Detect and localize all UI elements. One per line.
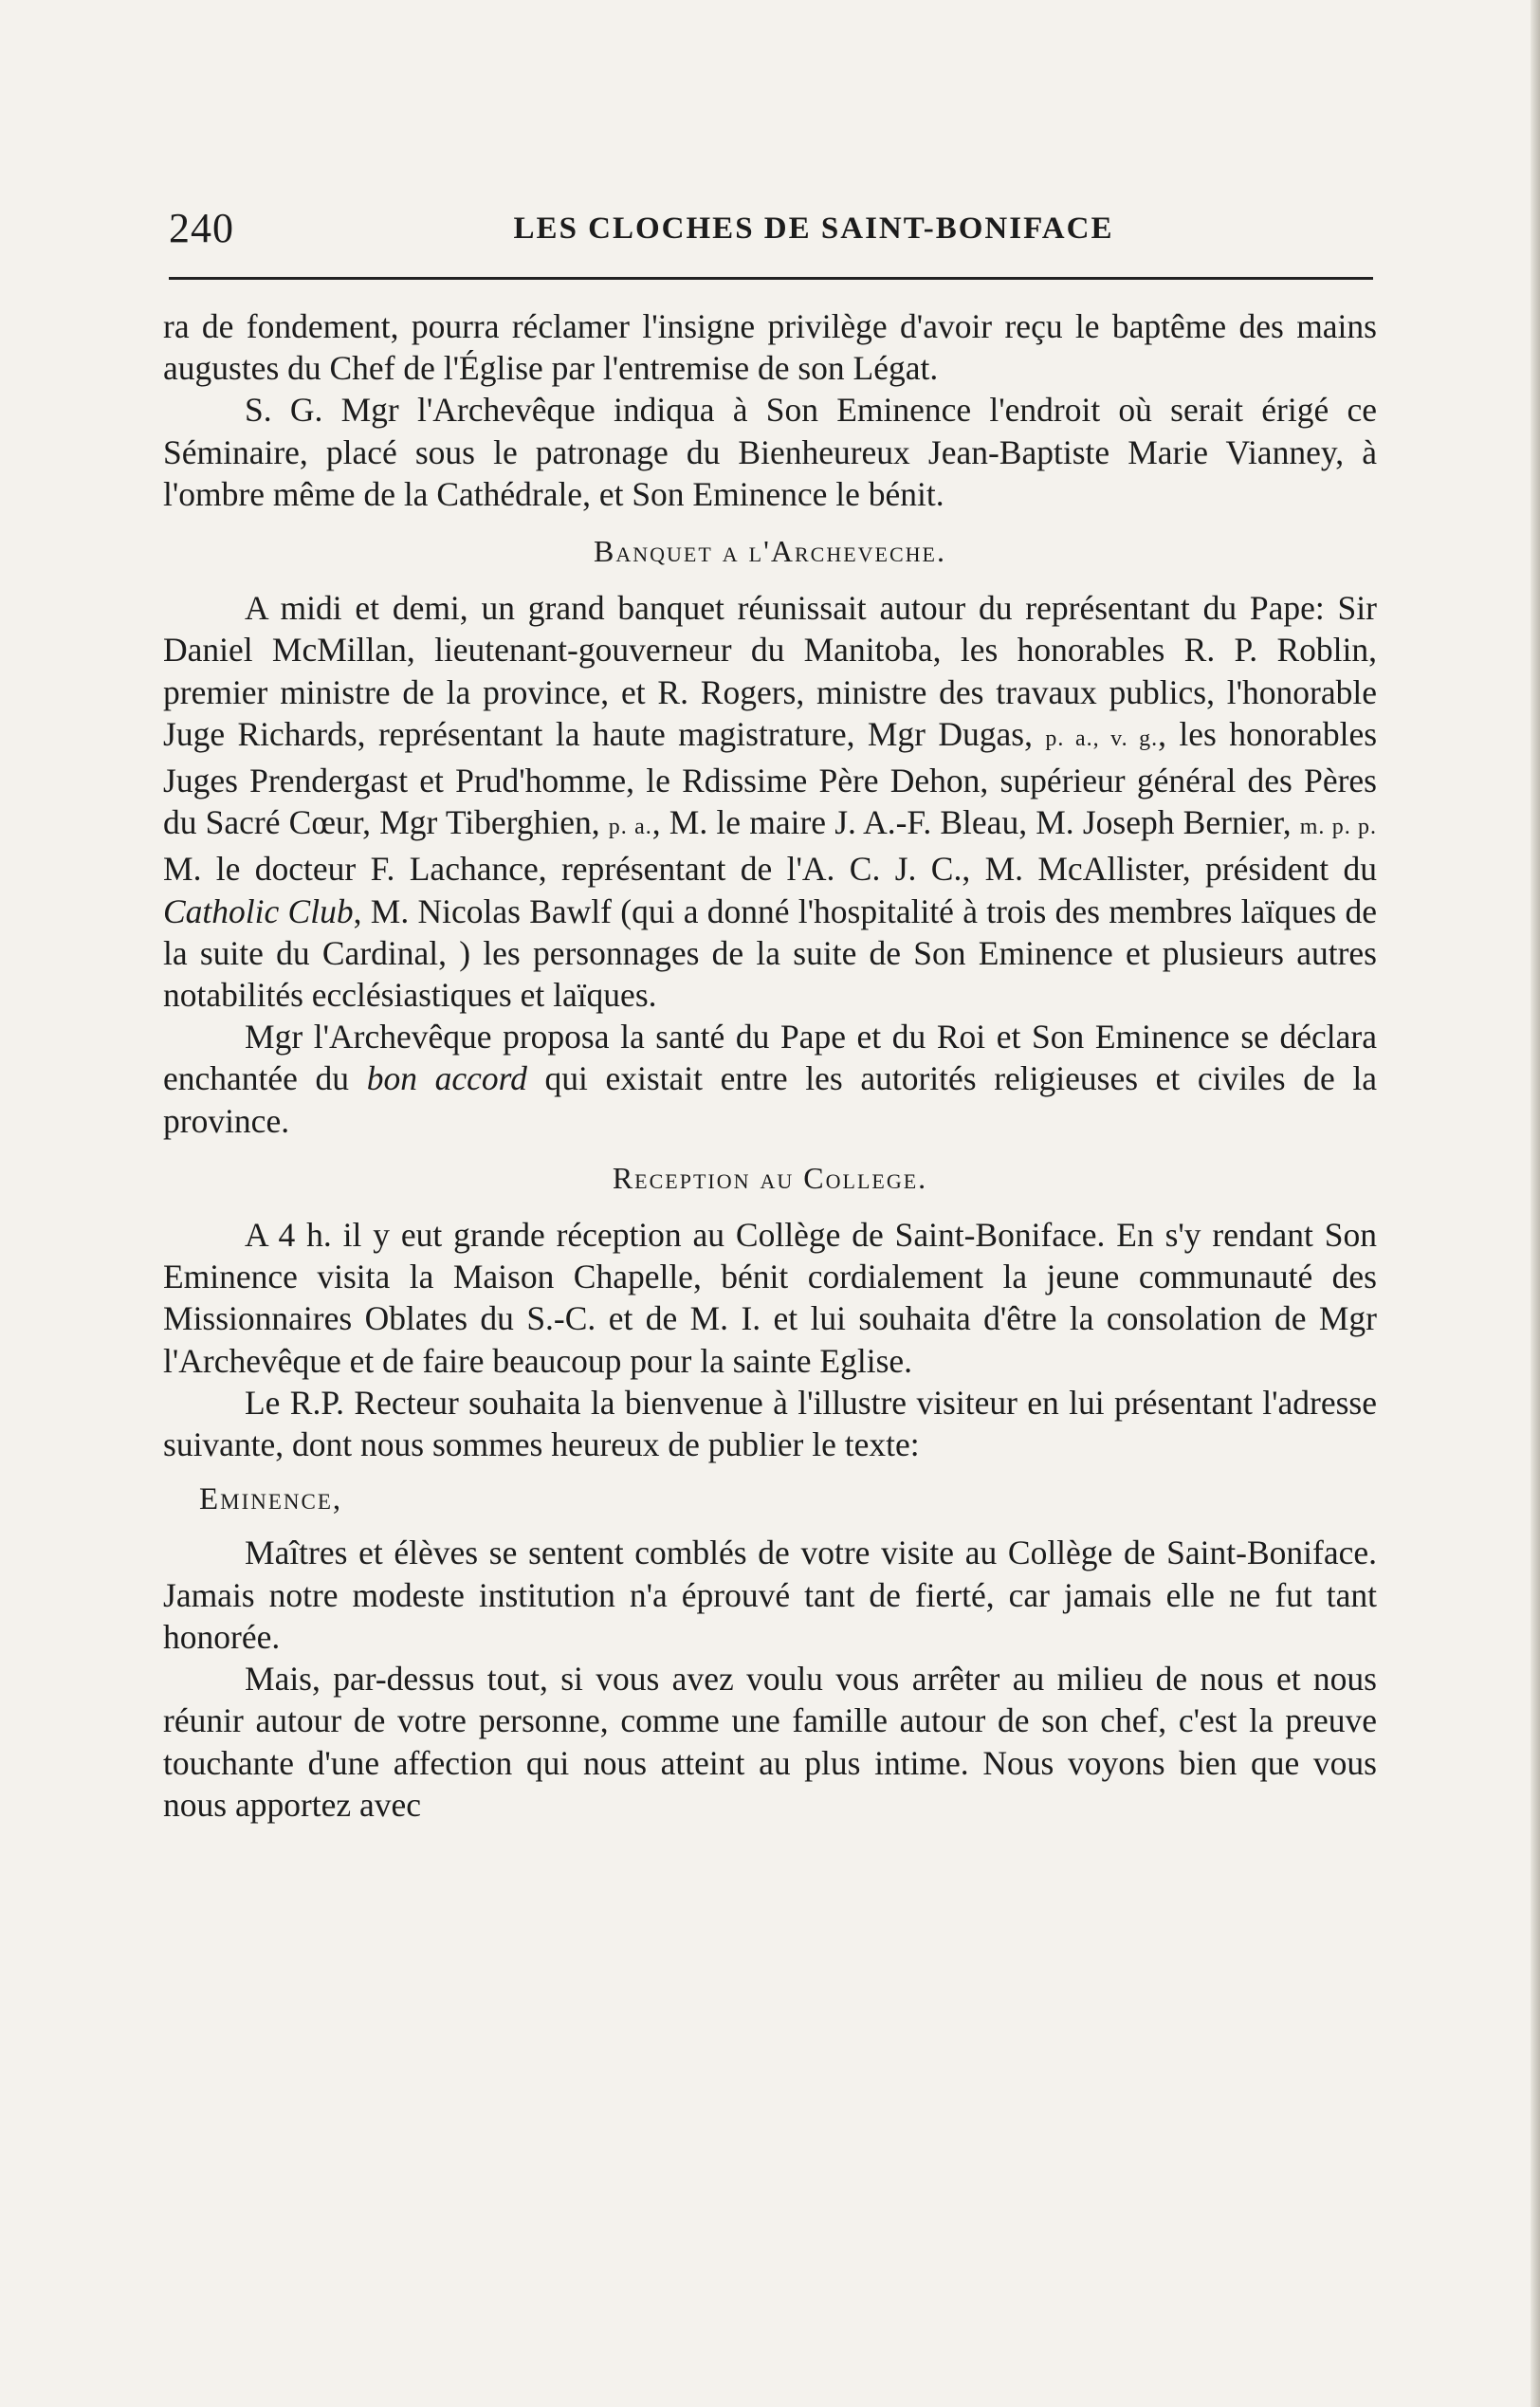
paragraph-3-part-e: , M. Nicolas Bawlf (qui a donné l'hospitalité à trois des membres laïques de la suite du Cardinal, ) les personnages de la suite de Son Eminence et plusieurs autres notabilités ecclésiastiques et laïques.: [163, 891, 1377, 1015]
page-body: [163, 305, 1377, 1826]
paragraph-5: A 4 h. il y eut grande réception au Collège de Saint-Boniface. En s'y rendant Son Eminence visita la Maison Chapelle, bénit cordialement la jeune communauté des Missionnaires Oblates du S.-C. et de M. I. et lui souhaita d'être la consolation de Mgr l'Archevêque et de faire beaucoup pour la sainte Eglise.: [163, 1216, 1377, 1380]
salutation: Eminence,: [199, 1482, 343, 1517]
header-rule: [169, 277, 1373, 280]
paragraph-7: Maîtres et élèves se sentent comblés de votre visite au Collège de Saint-Boniface. Jamais notre modeste institution n'a éprouvé tant de fierté, car jamais elle ne fut tant honorée.: [163, 1534, 1377, 1656]
paragraph-6: Le R.P. Recteur souhaita la bienvenue à l'illustre visiteur en lui présentant l'adresse suivante, dont nous sommes heureux de publier le texte:: [163, 1383, 1377, 1464]
paragraph-8: Mais, par-dessus tout, si vous avez voulu vous arrêter au milieu de nous et nous réunir autour de votre personne, comme une famille autour de son chef, c'est la preuve touchante d'une affection qui nous atteint au plus intime. Nous voyons bien que vous nous apportez avec: [163, 1660, 1377, 1824]
paragraph-4: [163, 1016, 1377, 1142]
paragraph-3-part-a: A midi et demi, un grand banquet réunissait autour du représentant du Pape: Sir Daniel McMillan, lieutenant-gouverneur du Manitoba, les honorables R. P. Roblin, premier ministre de la province, et R. Rogers, ministre des travaux publics, l'honorable Juge Richards, représentant la haute magistrature, Mgr Dugas,: [163, 589, 1377, 753]
italic-bon-accord: bon accord: [366, 1059, 527, 1098]
paragraph-3: [163, 587, 1377, 1016]
page-edge: [1531, 0, 1540, 2407]
abbreviation: p. a., v. g.: [1045, 726, 1159, 751]
paragraph-1: ra de fondement, pourra réclamer l'insigne privilège d'avoir reçu le baptême des mains augustes du Chef de l'Église par l'entremise de son Légat.: [163, 307, 1377, 388]
paragraph-3-part-d: M. le docteur F. Lachance, représentant de l'A. C. J. C., M. McAllister, président du: [163, 850, 1377, 889]
page-number: 240: [169, 205, 234, 251]
paragraph-2: S. G. Mgr l'Archevêque indiqua à Son Eminence l'endroit où serait érigé ce Séminaire, placé sous le patronage du Bienheureux Jean-Baptiste Marie Vianney, à l'ombre même de la Cathédrale, et Son Eminence le bénit.: [163, 391, 1377, 513]
paragraph-3-part-b: , les honorables Juges Prendergast et Prud'homme, le Rdissime Père Dehon, supérieur général des Pères du Sacré Cœur, Mgr Tiberghien,: [163, 714, 1378, 842]
running-title: LES CLOCHES DE SAINT-BONIFACE: [513, 211, 1114, 246]
abbreviation: m. p. p.: [1299, 815, 1378, 840]
abbreviation: p. a.: [608, 815, 652, 840]
italic-catholic-club: Catholic Club: [163, 891, 354, 930]
paragraph-4-part-b: qui existait entre les autorités religieuses et civiles de la province.: [163, 1059, 1377, 1140]
paragraph-4-part-a: Mgr l'Archevêque proposa la santé du Pape et du Roi et Son Eminence se déclara enchantée du: [163, 1018, 1377, 1098]
section-heading-reception: Reception au College.: [612, 1160, 928, 1195]
page-header: [169, 204, 1373, 261]
section-heading-banquet: Banquet a l'Archeveche.: [594, 534, 946, 569]
paragraph-3-part-c: , M. le maire J. A.-F. Bleau, M. Joseph Bernier,: [651, 803, 1292, 842]
